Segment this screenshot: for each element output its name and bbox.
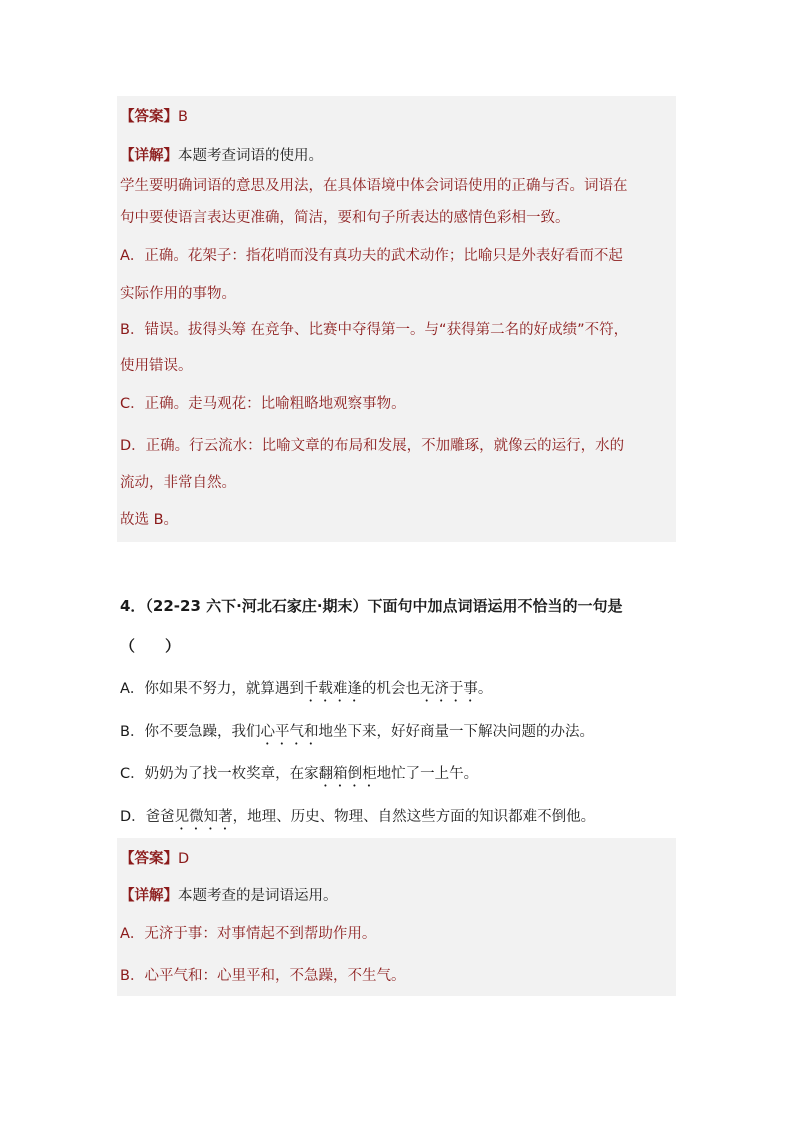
question-blank: （ ） — [120, 637, 181, 655]
question-option-c — [120, 764, 478, 790]
option-a-explanation: A．无济于事：对事情起不到帮助作用。 — [120, 926, 377, 942]
answer-line — [120, 107, 676, 127]
dotted-word: 见微知著 — [174, 809, 233, 825]
option-text: A．你如果不努力，就算遇到 — [120, 681, 304, 697]
detail-line — [120, 146, 676, 166]
answer-value: B — [178, 109, 188, 125]
answer-value: D — [178, 851, 190, 867]
dotted-word: 翻箱倒柜 — [318, 766, 377, 782]
option-a-explanation: A．正确。花架子：指花哨而没有真功夫的武术动作；比喻只是外表好看而不起 — [120, 248, 623, 264]
detail-label: 【详解】 — [120, 888, 178, 904]
question-title: 4．（22-23 六下·河北石家庄·期末）下面句中加点词语运用不恰当的一句是 — [120, 597, 623, 615]
conclusion: 故选 B。 — [120, 512, 179, 528]
detail-label: 【详解】 — [120, 148, 178, 164]
question-option-a — [120, 679, 492, 705]
answer-block-2 — [117, 838, 676, 996]
question-option-b — [120, 722, 594, 748]
option-b-explanation: 使用错误。 — [120, 358, 193, 374]
option-a-explanation: 实际作用的事物。 — [120, 286, 236, 302]
option-text: B．你不要急躁，我们 — [120, 724, 261, 740]
answer-label: 【答案】 — [120, 851, 178, 867]
option-text: 。 — [477, 681, 493, 697]
answer-label: 【答案】 — [120, 109, 178, 125]
option-b-explanation: B．错误。拔得头筹 在竞争、比赛中夺得第一。与“获得第二名的好成绩”不符， — [120, 322, 629, 338]
detail-line — [120, 886, 676, 906]
option-text: ，地理、历史、物理、自然这些方面的知识都难不倒他。 — [232, 809, 596, 825]
option-text: D．爸爸 — [120, 809, 175, 825]
detail-text: 本题考查词语的使用。 — [178, 148, 323, 164]
explanation-line: 学生要明确词语的意思及用法，在具体语境中体会词语使用的正确与否。词语在 — [120, 178, 628, 194]
dotted-word: 无济于事 — [419, 681, 478, 697]
explanation-line: 句中要使语言表达更准确，简洁，要和句子所表达的感情色彩相一致。 — [120, 210, 570, 226]
option-text: C．奶奶为了找一枚奖章，在家 — [120, 766, 319, 782]
question-option-d — [120, 807, 595, 833]
answer-line — [120, 849, 676, 869]
dotted-word: 心平气和 — [260, 724, 319, 740]
option-text: 地忙了一上午。 — [376, 766, 479, 782]
answer-block-1 — [117, 96, 676, 542]
option-d-explanation: D．正确。行云流水：比喻文章的布局和发展，不加雕琢，就像云的运行，水的 — [120, 438, 625, 454]
option-b-explanation: B．心平气和：心里平和，不急躁，不生气。 — [120, 968, 406, 984]
option-c-explanation: C．正确。走马观花：比喻粗略地观察事物。 — [120, 396, 406, 412]
dotted-word: 千载难逢 — [303, 681, 362, 697]
detail-text: 本题考查的是词语运用。 — [178, 888, 338, 904]
option-d-explanation: 流动，非常自然。 — [120, 475, 236, 491]
option-text: 地坐下来，好好商量一下解决问题的办法。 — [318, 724, 594, 740]
option-text: 的机会也 — [361, 681, 420, 697]
